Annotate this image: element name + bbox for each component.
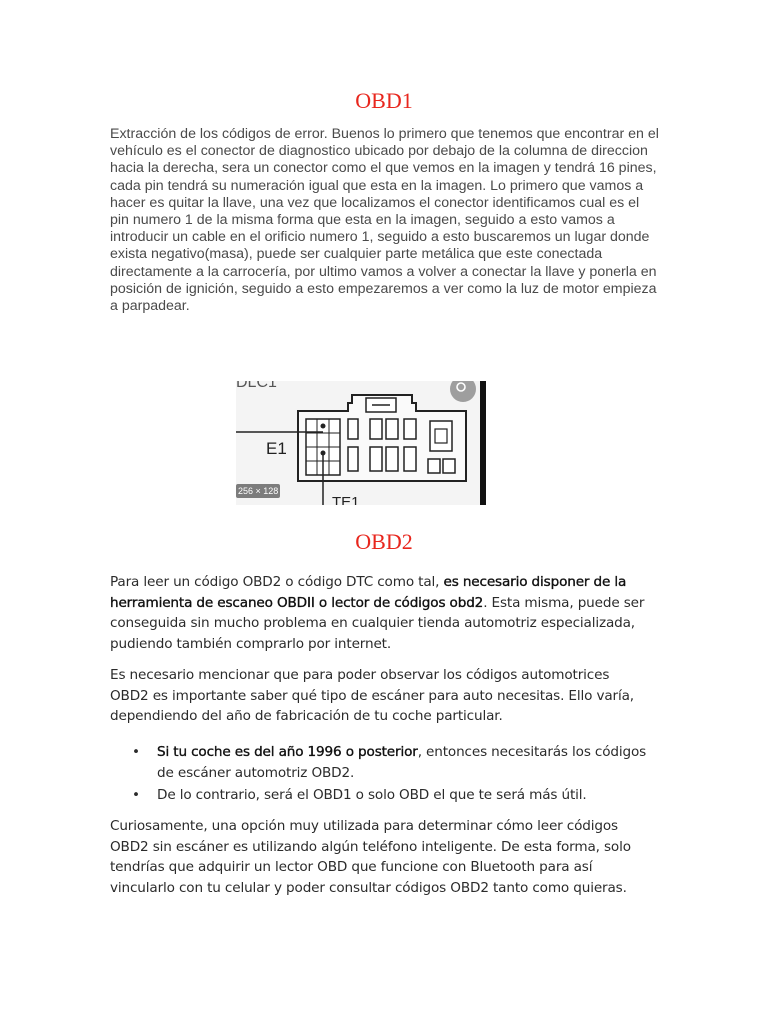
obd1-paragraph: Extracción de los códigos de error. Buenos lo primero que tenemos que encontrar en el vehículo es el conector de diagnostico ubicado por debajo de la columna de direccion hacia la derecha, sera un conector como el que vemos en la imagen y tendrá 16 pines, cada pin tendrá su numeración igual que esta en la imagen. Lo primero que vamos a hacer es quitar la llave, una vez que localizamos el conector identificamos cual es el pin numero 1 de la misma forma que esta en la imagen, seguido a esto vamos a introducir un cable en el orificio numero 1, seguido a esto buscaremos un lugar donde exista negativo(masa), puede ser cualquier parte metálica que este conectada directamente a la carrocería, por ultimo vamos a volver a conectar la llave y ponerla en posición de ignición, seguido a esto empezaremos a ver como la luz de motor empieza a parpadear. bbox=[110, 126, 659, 315]
p1-text-b: . Esta misma, puede ser conseguida sin mucho problema en cualquier tienda automotriz especializada, pudiendo también comprarlo por internet. bbox=[110, 594, 645, 652]
bullet2-text: De lo contrario, será el OBD1 o solo OBD el que te será más útil. bbox=[157, 787, 587, 803]
list-item bbox=[110, 785, 650, 806]
bullet1-bold-text: Si tu coche es del año 1996 o posterior bbox=[157, 744, 418, 760]
bullet-dot: • bbox=[132, 744, 140, 760]
obd2-paragraph-3: Curiosamente, una opción muy utilizada para determinar cómo leer códigos OBD2 sin escáner es utilizando algún teléfono inteligente. De esta forma, solo tendrías que adquirir un lector OBD que funcione con Bluetooth para así vincularlo con tu celular y poder consultar códigos OBD2 tanto como quieras. bbox=[110, 818, 631, 896]
obd1-heading: OBD1 bbox=[355, 88, 413, 113]
p1-text-a: Para leer un código OBD2 o código DTC como tal, bbox=[110, 574, 444, 590]
bullet-dot: • bbox=[132, 787, 140, 803]
obd2-paragraph-1 bbox=[110, 572, 650, 654]
image-size-badge: 256 × 128 bbox=[238, 486, 279, 496]
obd2-heading: OBD2 bbox=[355, 529, 413, 554]
list-item bbox=[110, 742, 650, 783]
label-te1: TE1 bbox=[332, 494, 360, 505]
connector-diagram-image bbox=[236, 381, 486, 505]
label-dlc1: DLC1 bbox=[236, 381, 277, 391]
bullet1-text: , entonces necesitarás los códigos de escáner automotriz OBD2. bbox=[157, 744, 647, 781]
p1-bold-text: es necesario disponer de la herramienta de escaneo OBDII o lector de códigos obd2 bbox=[110, 574, 627, 611]
obd2-bullet-list bbox=[110, 742, 650, 808]
obd2-paragraph-2: Es necesario mencionar que para poder observar los códigos automotrices OBD2 es importante saber qué tipo de escáner para auto necesitas. Ello varía, dependiendo del año de fabricación de tu coche particular. bbox=[110, 667, 634, 724]
label-e1: E1 bbox=[266, 439, 287, 458]
